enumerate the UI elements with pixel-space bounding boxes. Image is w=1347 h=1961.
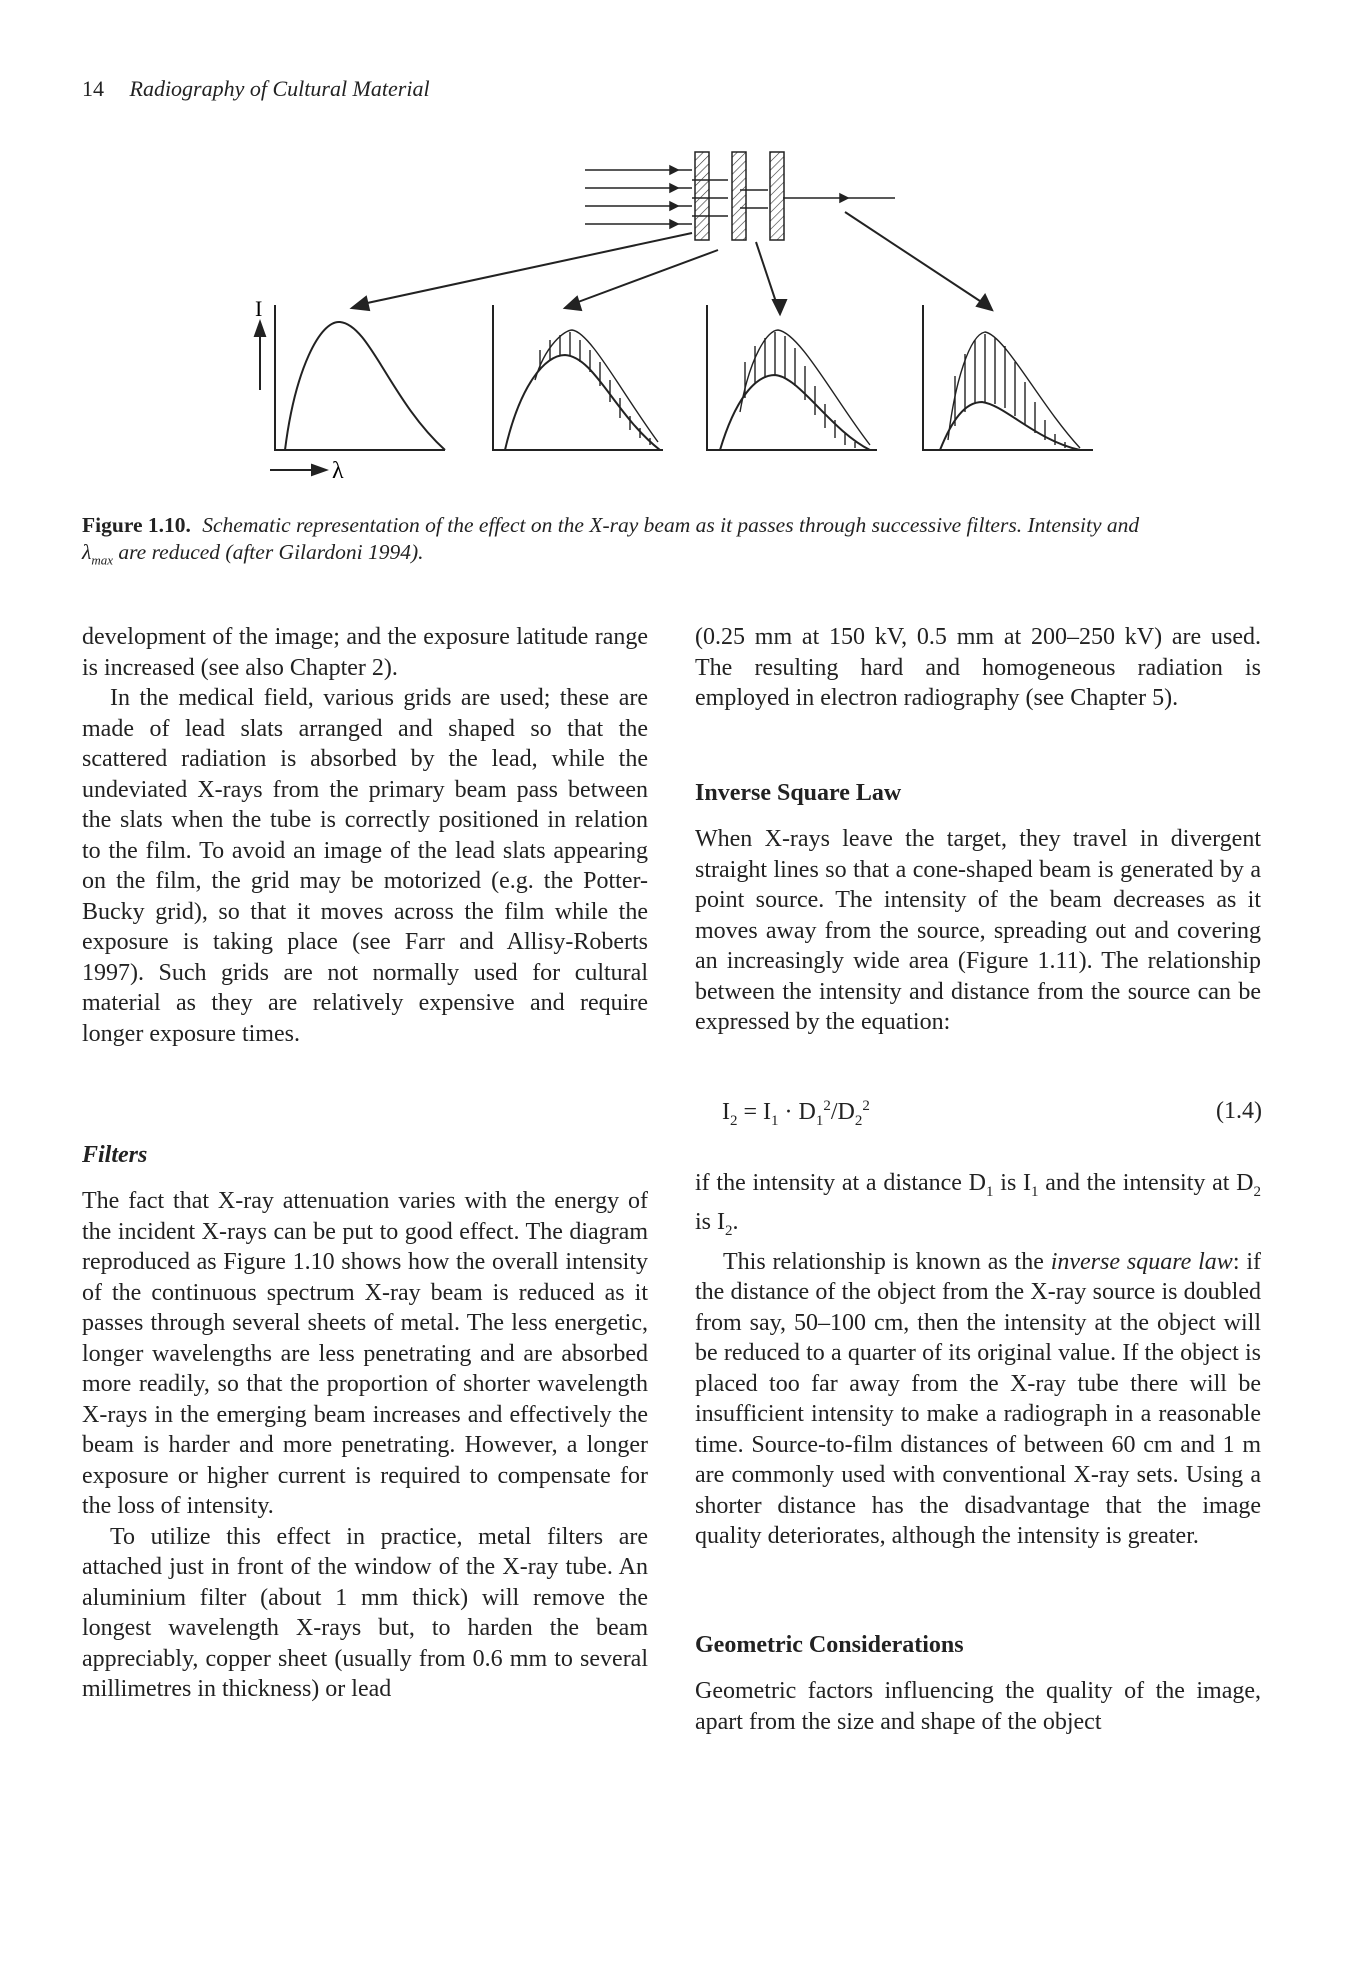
figure-label: Figure 1.10.: [82, 513, 191, 537]
running-header: [82, 76, 430, 102]
filter-2: [732, 152, 746, 240]
paragraph: When X-rays leave the target, they travel in divergent straight lines so that a cone-shaped beam is generated by a point source. The intensity of the beam decreases as it moves away from the source, spreading out and covering an increasingly wide area (Figure 1.11). The relationship between the intensity and distance from the source can be expressed by the equation:: [695, 826, 1261, 1035]
caption-text: [82, 513, 1140, 568]
caption-lambda: λ: [82, 540, 92, 564]
equation-number: (1.4): [1216, 1098, 1262, 1124]
caption-text-part2: are reduced (after Gilardoni 1994).: [118, 540, 424, 564]
paragraph: (0.25 mm at 150 kV, 0.5 mm at 200–250 kV) are used. The resulting hard and homogeneous radiation is employed in electron radiography (see Chapter 5).: [695, 624, 1261, 711]
axis-label-wavelength: λ: [332, 458, 344, 484]
right-column: [695, 622, 1261, 714]
left-column-body: [82, 1186, 648, 1705]
right-column-geo-body: [695, 1676, 1261, 1737]
running-title: Radiography of Cultural Material: [129, 76, 430, 101]
caption-subscript: max: [91, 552, 113, 568]
paragraph: development of the image; and the exposure latitude range is increased (see also Chapter 2).: [82, 624, 648, 681]
right-column-body2: [695, 1168, 1261, 1552]
equation-expression: $I_2 = I_1 \cdot D_1^2/D_2^2$: [722, 1098, 870, 1129]
figure-1-10-diagram: [240, 140, 1120, 490]
spectrum-plot-2: [493, 305, 663, 450]
axis-indicators: [255, 322, 326, 475]
section-heading-geometric-considerations: Geometric Considerations: [695, 1632, 964, 1658]
filter-3: [770, 152, 784, 240]
left-column-filters: [82, 1140, 648, 1171]
right-column-geo: [695, 1630, 1261, 1661]
paragraph: To utilize this effect in practice, metal filters are attached just in front of the window of the X-ray tube. An aluminium filter (about 1 mm thick) will remove the longest wavelength X-rays but, to harden the beam appreciably, copper sheet (usually from 0.6 mm to several millimetres in thickness) or lead: [82, 1523, 648, 1702]
spectrum-plot-4: [923, 305, 1093, 450]
paragraph: Geometric factors influencing the quality of the image, apart from the size and shape of the object: [695, 1678, 1261, 1735]
right-column-isl: [695, 778, 1261, 809]
figure-caption: [82, 512, 1262, 573]
paragraph: The fact that X-ray attenuation varies with the energy of the incident X-rays can be put to good effect. The diagram reproduced as Figure 1.10 shows how the overall intensity of the continuous spectrum X-ray beam is reduced as it passes through several sheets of metal. The less energetic, longer wavelengths are less penetrating and are absorbed more readily, so that the proportion of shorter wavelength X-rays in the emerging beam increases and effectively the beam is harder and more penetrating. However, a longer exposure or higher current is required to compensate for the loss of intensity.: [82, 1188, 648, 1519]
section-heading-inverse-square-law: Inverse Square Law: [695, 780, 902, 806]
paragraph: In the medical field, various grids are used; these are made of lead slats arranged and shaped so that the scattered radiation is absorbed by the lead, while the undeviated X-rays from the primary beam pass between the slats when the tube is correctly positioned in relation to the film. To avoid an image of the lead slats appearing on the film, the grid may be motorized (e.g. the Potter-Bucky grid), so that it moves across the film while the exposure is taking place (see Farr and Allisy-Roberts 1997). Such grids are not normally used for cultural material as they are relatively expensive and require longer exposure times.: [82, 685, 648, 1047]
equation-1-4: [722, 1098, 1262, 1130]
section-heading-filters: Filters: [82, 1142, 148, 1168]
left-column: [82, 622, 648, 1049]
paragraph: if the intensity at a distance $D_1$ is $I_1$ and the intensity at $D_2$ is $I_2$.: [695, 1170, 1262, 1240]
page-number: 14: [82, 76, 104, 101]
right-column-isl-body: [695, 824, 1261, 1038]
spectrum-plot-1: [275, 305, 445, 450]
axis-label-intensity: I: [255, 296, 263, 321]
filter-1: [695, 152, 709, 240]
spectrum-plot-3: [707, 305, 877, 450]
paragraph: This relationship is known as the inverse square law: if the distance of the object from the X-ray source is doubled from say, 50–100 cm, then the intensity at the object will be reduced to a quarter of its original value. If the object is placed too far away from the X-ray tube there will be insufficient intensity to make a radiograph in a reasonable time. Source-to-film distances of between 60 cm and 1 m are commonly used with conventional X-ray sets. Using a shorter distance has the disadvantage that the image quality deteriorates, although the intensity is greater.: [695, 1248, 1262, 1550]
caption-text-part1: Schematic representation of the effect on the X-ray beam as it passes through successive filters. Intensity and: [202, 513, 1140, 537]
